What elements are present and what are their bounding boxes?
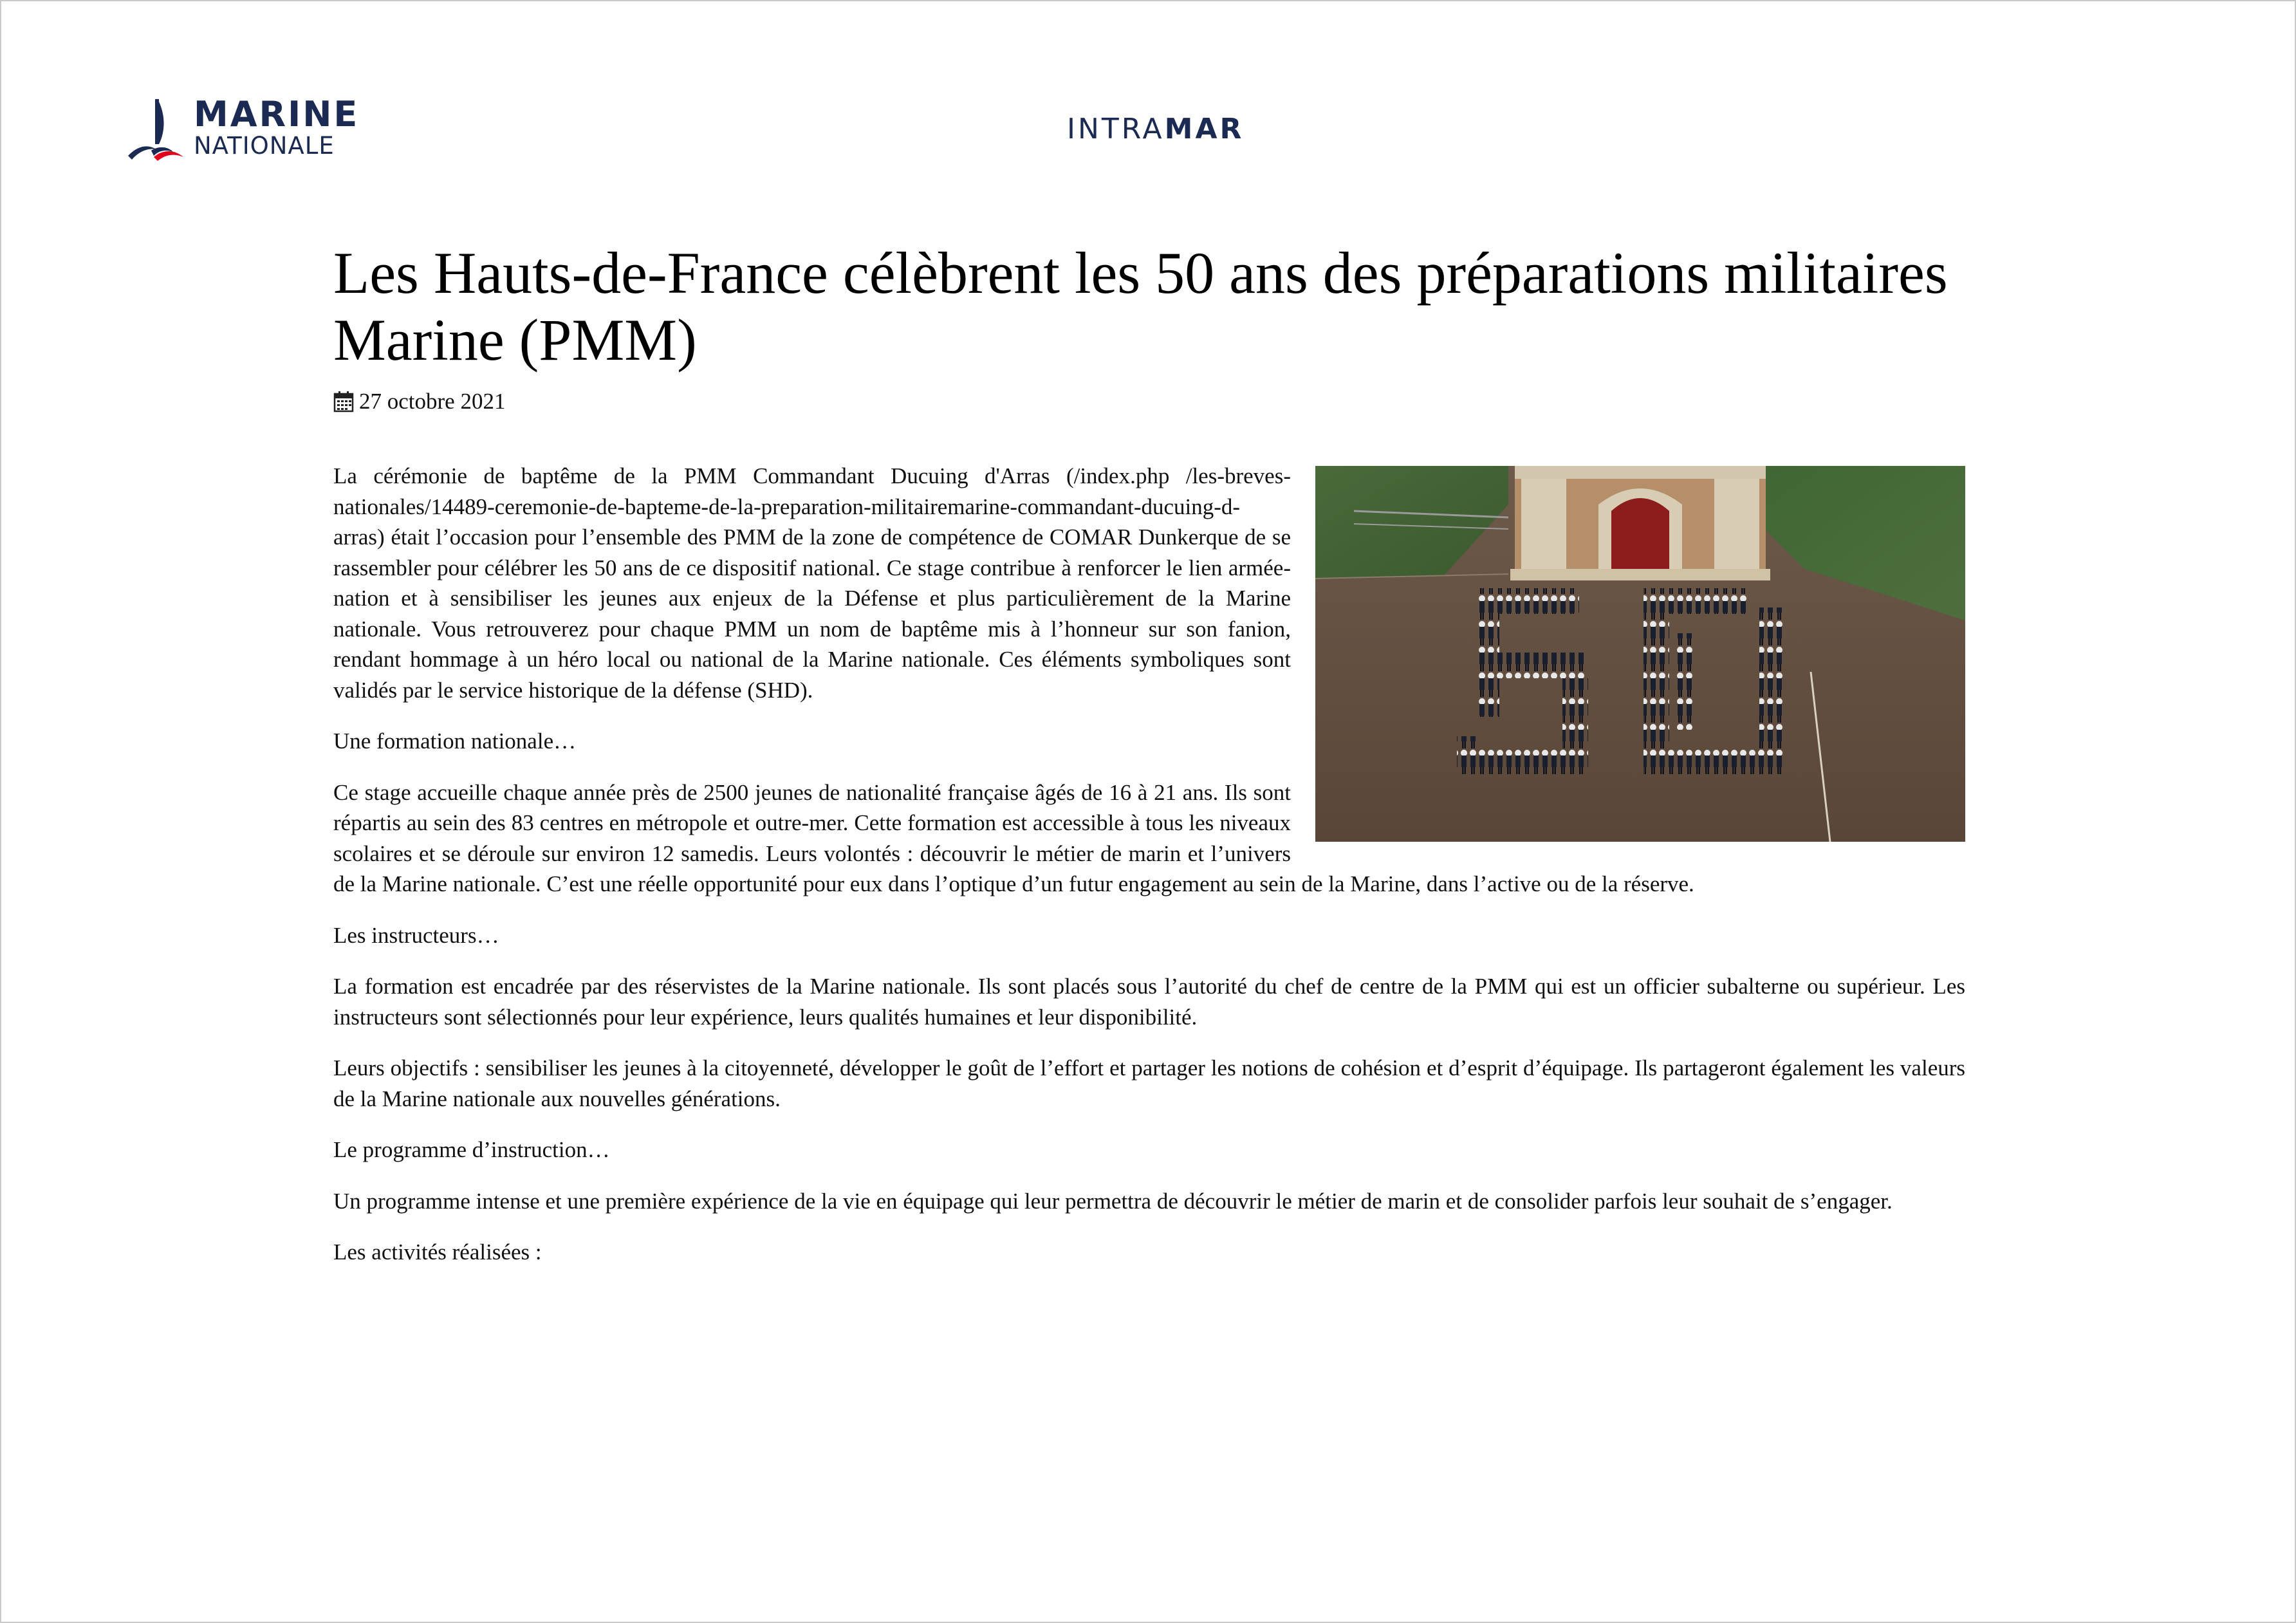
- article-title: Les Hauts-de-France célèbrent les 50 ans des préparations militaires Marine (PMM): [333, 240, 1948, 373]
- subheading-programme: Le programme d’instruction…: [333, 1137, 610, 1162]
- paragraph-programme: Un programme intense et une première expérience de la vie en équipage qui leur permettra de découvrir le métier de marin et de consolider parfois leur souhait de s’engager.: [333, 1188, 1893, 1214]
- subheading-instructeurs: Les instructeurs…: [333, 922, 499, 948]
- site-brand-intramar[interactable]: [1067, 113, 1244, 145]
- paragraph-formation: Ce stage accueille chaque année près de 2500 jeunes de nationalité française âgés de 16 à 21 ans. Ils sont répartis au sein des 83 centres en métropole et outre-mer. Cette formation est accessible à tous les niveaux scolaires et se déroule sur environ 12 samedis. Leurs volontés : découvrir le métier de marin et l’univers de la Marine nationale. C’est une réelle opportunité pour eux dans l’optique d’un futur engagement au sein de la Marine, dans l’active ou de la réserve.: [333, 779, 1694, 896]
- logo-text-nationale: NATIONALE: [194, 132, 335, 160]
- calendar-icon: [333, 391, 354, 413]
- marine-nationale-logo[interactable]: [125, 94, 360, 166]
- article-date-row: [333, 386, 505, 417]
- paragraph-intro: La cérémonie de baptême de la PMM Commandant Ducuing d'Arras (/index.php /les-breves-nationales/14489-ceremonie-de-bapteme-de-la-preparation-militairemarine-commandant-ducuing-d-arras) était l’occasion pour l’ensemble des PMM de la zone de compétence de COMAR Dunkerque de se rassembler pour célébrer les 50 ans de ce dispositif national. Ce stage contribue à renforcer le lien armée-nation et à sensibiliser les jeunes aux enjeux de la Défense et plus particulièrement de la Marine nationale. Vous retrouverez pour chaque PMM un nom de baptême mis à l’honneur sur son fanion, rendant hommage à un héro local ou national de la Marine nationale. Ces éléments symboliques sont validés par le service historique de la défense (SHD).: [333, 463, 1291, 703]
- subheading-formation: Une formation nationale…: [333, 728, 577, 754]
- brand-prefix: INTRA: [1067, 113, 1165, 145]
- anchor-sail-logo-icon: [125, 98, 185, 162]
- pmm-50-years-photo: [1315, 466, 1965, 842]
- article-date: 27 octobre 2021: [359, 389, 506, 414]
- subheading-activites: Les activités réalisées :: [333, 1239, 542, 1265]
- paragraph-objectifs: Leurs objectifs : sensibiliser les jeunes à la citoyenneté, développer le goût de l’effort et partager les notions de cohésion et d’esprit d’équipage. Ils partageront également les valeurs de la Marine nationale aux nouvelles générations.: [333, 1055, 1965, 1111]
- brand-suffix: MAR: [1164, 113, 1245, 145]
- logo-text-marine: MARINE: [194, 94, 360, 134]
- paragraph-instructeurs: La formation est encadrée par des réservistes de la Marine nationale. Ils sont placés sous l’autorité du chef de centre de la PMM qui est un officier subalterne ou supérieur. Les instructeurs sont sélectionnés pour leur expérience, leurs qualités humaines et leur disponibilité.: [333, 974, 1965, 1030]
- article-body: [333, 461, 1965, 1288]
